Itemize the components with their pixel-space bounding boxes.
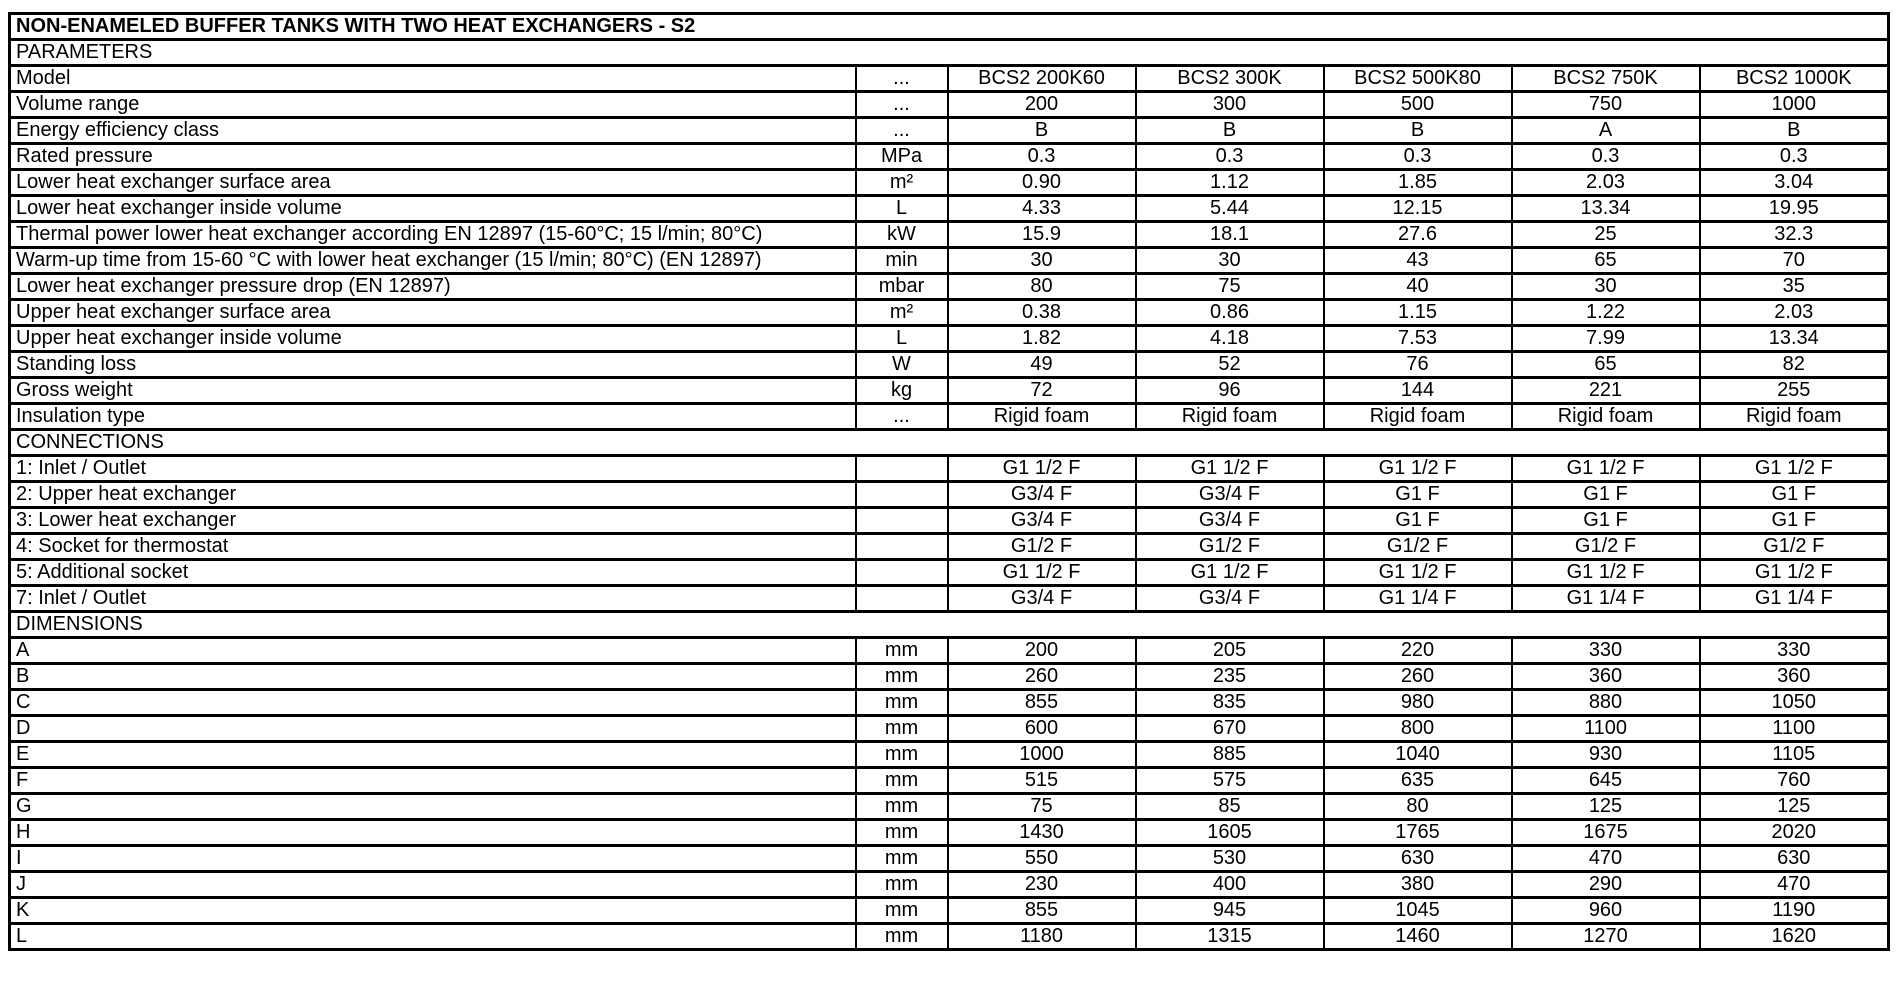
cell-value: 330 <box>1700 638 1889 664</box>
cell-value: 70 <box>1700 248 1889 274</box>
table-row <box>10 508 1889 534</box>
cell-value: 515 <box>948 768 1136 794</box>
row-unit: min <box>856 248 948 274</box>
cell-value: G1 F <box>1324 508 1512 534</box>
cell-value: 1620 <box>1700 924 1889 950</box>
row-label: Thermal power lower heat exchanger according EN 12897 (15-60°C; 15 l/min; 80°C) <box>10 222 856 248</box>
cell-value: A <box>1512 118 1700 144</box>
cell-value: 82 <box>1700 352 1889 378</box>
cell-value: 1100 <box>1700 716 1889 742</box>
table-row <box>10 768 1889 794</box>
cell-value: G1 F <box>1512 508 1700 534</box>
row-label: Warm-up time from 15-60 °C with lower heat exchanger (15 l/min; 80°C) (EN 12897) <box>10 248 856 274</box>
cell-value: 645 <box>1512 768 1700 794</box>
cell-value: 25 <box>1512 222 1700 248</box>
cell-value: 65 <box>1512 352 1700 378</box>
cell-value: G1 F <box>1700 508 1889 534</box>
row-label: Upper heat exchanger surface area <box>10 300 856 326</box>
cell-value: 205 <box>1136 638 1324 664</box>
cell-value: 0.3 <box>948 144 1136 170</box>
cell-value: 260 <box>948 664 1136 690</box>
cell-value: G1 1/2 F <box>1700 560 1889 586</box>
cell-value: 855 <box>948 690 1136 716</box>
cell-value: 13.34 <box>1512 196 1700 222</box>
table-row <box>10 690 1889 716</box>
cell-value: 835 <box>1136 690 1324 716</box>
row-unit: L <box>856 196 948 222</box>
cell-value: G1/2 F <box>948 534 1136 560</box>
row-unit <box>856 482 948 508</box>
row-unit: mm <box>856 898 948 924</box>
cell-value: 2020 <box>1700 820 1889 846</box>
cell-value: 200 <box>948 638 1136 664</box>
cell-value: 76 <box>1324 352 1512 378</box>
cell-value: 75 <box>1136 274 1324 300</box>
cell-value: 0.3 <box>1136 144 1324 170</box>
row-unit: mm <box>856 794 948 820</box>
cell-value: G1 1/2 F <box>948 456 1136 482</box>
row-unit: mm <box>856 846 948 872</box>
cell-value: 1050 <box>1700 690 1889 716</box>
table-row <box>10 794 1889 820</box>
table-row <box>10 820 1889 846</box>
cell-value: 30 <box>1512 274 1700 300</box>
section-header-row <box>10 430 1889 456</box>
cell-value: 1605 <box>1136 820 1324 846</box>
cell-value: 15.9 <box>948 222 1136 248</box>
cell-value: 30 <box>1136 248 1324 274</box>
cell-value: 235 <box>1136 664 1324 690</box>
table-row <box>10 170 1889 196</box>
cell-value: 500 <box>1324 92 1512 118</box>
section-header: PARAMETERS <box>10 40 1889 66</box>
row-label: E <box>10 742 856 768</box>
cell-value: 35 <box>1700 274 1889 300</box>
table-row <box>10 742 1889 768</box>
cell-value: 400 <box>1136 872 1324 898</box>
title-row <box>10 14 1889 40</box>
table-row <box>10 638 1889 664</box>
cell-value: G3/4 F <box>1136 508 1324 534</box>
cell-value: 855 <box>948 898 1136 924</box>
row-label: Upper heat exchanger inside volume <box>10 326 856 352</box>
cell-value: G1/2 F <box>1700 534 1889 560</box>
cell-value: 80 <box>1324 794 1512 820</box>
row-unit <box>856 586 948 612</box>
cell-value: G3/4 F <box>1136 482 1324 508</box>
cell-value: G1 F <box>1512 482 1700 508</box>
table-row <box>10 664 1889 690</box>
cell-value: 885 <box>1136 742 1324 768</box>
row-label: B <box>10 664 856 690</box>
row-label: 1: Inlet / Outlet <box>10 456 856 482</box>
table-row <box>10 872 1889 898</box>
cell-value: 930 <box>1512 742 1700 768</box>
cell-value: 221 <box>1512 378 1700 404</box>
cell-value: G1 1/2 F <box>1136 560 1324 586</box>
cell-value: 5.44 <box>1136 196 1324 222</box>
row-unit: kg <box>856 378 948 404</box>
row-label: Insulation type <box>10 404 856 430</box>
cell-value: 32.3 <box>1700 222 1889 248</box>
row-unit: mm <box>856 768 948 794</box>
table-row <box>10 586 1889 612</box>
row-unit: ... <box>856 118 948 144</box>
cell-value: 300 <box>1136 92 1324 118</box>
table-row <box>10 534 1889 560</box>
cell-value: 530 <box>1136 846 1324 872</box>
cell-value: 96 <box>1136 378 1324 404</box>
cell-value: 0.3 <box>1512 144 1700 170</box>
cell-value: G1 1/2 F <box>1136 456 1324 482</box>
row-unit: mm <box>856 924 948 950</box>
row-label: F <box>10 768 856 794</box>
cell-value: Rigid foam <box>1700 404 1889 430</box>
spec-table-body <box>10 14 1889 950</box>
cell-value: 630 <box>1700 846 1889 872</box>
row-label: 2: Upper heat exchanger <box>10 482 856 508</box>
table-row <box>10 326 1889 352</box>
table-row <box>10 482 1889 508</box>
cell-value: G1 1/2 F <box>1700 456 1889 482</box>
cell-value: 0.38 <box>948 300 1136 326</box>
row-unit: mbar <box>856 274 948 300</box>
row-unit: MPa <box>856 144 948 170</box>
cell-value: 260 <box>1324 664 1512 690</box>
table-row <box>10 352 1889 378</box>
cell-value: 1315 <box>1136 924 1324 950</box>
cell-value: B <box>948 118 1136 144</box>
cell-value: 230 <box>948 872 1136 898</box>
cell-value: 2.03 <box>1700 300 1889 326</box>
cell-value: 1765 <box>1324 820 1512 846</box>
table-row <box>10 144 1889 170</box>
spec-table <box>8 12 1890 951</box>
row-unit: mm <box>856 638 948 664</box>
table-row <box>10 560 1889 586</box>
cell-value: 125 <box>1512 794 1700 820</box>
table-row <box>10 924 1889 950</box>
cell-value: G1 1/2 F <box>1324 456 1512 482</box>
table-row <box>10 716 1889 742</box>
row-unit: m² <box>856 300 948 326</box>
cell-value: 630 <box>1324 846 1512 872</box>
cell-value: 0.3 <box>1324 144 1512 170</box>
row-unit: kW <box>856 222 948 248</box>
row-label: 5: Additional socket <box>10 560 856 586</box>
cell-value: 255 <box>1700 378 1889 404</box>
cell-value: BCS2 1000K <box>1700 66 1889 92</box>
table-row <box>10 274 1889 300</box>
cell-value: BCS2 500K80 <box>1324 66 1512 92</box>
section-header-row <box>10 612 1889 638</box>
row-label: D <box>10 716 856 742</box>
table-row <box>10 898 1889 924</box>
cell-value: 330 <box>1512 638 1700 664</box>
row-label: Lower heat exchanger surface area <box>10 170 856 196</box>
cell-value: Rigid foam <box>948 404 1136 430</box>
cell-value: 880 <box>1512 690 1700 716</box>
cell-value: 4.33 <box>948 196 1136 222</box>
cell-value: 0.86 <box>1136 300 1324 326</box>
row-label: J <box>10 872 856 898</box>
cell-value: G3/4 F <box>948 482 1136 508</box>
cell-value: 144 <box>1324 378 1512 404</box>
cell-value: G1 1/2 F <box>948 560 1136 586</box>
row-label: Standing loss <box>10 352 856 378</box>
cell-value: 52 <box>1136 352 1324 378</box>
cell-value: G1/2 F <box>1512 534 1700 560</box>
row-unit: mm <box>856 690 948 716</box>
cell-value: 470 <box>1512 846 1700 872</box>
cell-value: 1.82 <box>948 326 1136 352</box>
cell-value: 200 <box>948 92 1136 118</box>
cell-value: 3.04 <box>1700 170 1889 196</box>
cell-value: 220 <box>1324 638 1512 664</box>
row-unit: ... <box>856 404 948 430</box>
cell-value: 1040 <box>1324 742 1512 768</box>
table-row <box>10 222 1889 248</box>
cell-value: 1.12 <box>1136 170 1324 196</box>
cell-value: G1 1/2 F <box>1324 560 1512 586</box>
cell-value: 1270 <box>1512 924 1700 950</box>
cell-value: 1100 <box>1512 716 1700 742</box>
row-label: K <box>10 898 856 924</box>
table-row <box>10 378 1889 404</box>
cell-value: 12.15 <box>1324 196 1512 222</box>
cell-value: 19.95 <box>1700 196 1889 222</box>
row-label: 7: Inlet / Outlet <box>10 586 856 612</box>
cell-value: G3/4 F <box>1136 586 1324 612</box>
cell-value: 0.90 <box>948 170 1136 196</box>
cell-value: 1.85 <box>1324 170 1512 196</box>
table-row <box>10 846 1889 872</box>
row-label: Lower heat exchanger pressure drop (EN 12897) <box>10 274 856 300</box>
cell-value: 1460 <box>1324 924 1512 950</box>
cell-value: B <box>1700 118 1889 144</box>
cell-value: 670 <box>1136 716 1324 742</box>
row-label: C <box>10 690 856 716</box>
cell-value: G1 1/4 F <box>1324 586 1512 612</box>
cell-value: 380 <box>1324 872 1512 898</box>
cell-value: B <box>1324 118 1512 144</box>
row-unit <box>856 508 948 534</box>
cell-value: 635 <box>1324 768 1512 794</box>
cell-value: Rigid foam <box>1512 404 1700 430</box>
table-row <box>10 248 1889 274</box>
row-label: Volume range <box>10 92 856 118</box>
section-header-row <box>10 40 1889 66</box>
row-label: Gross weight <box>10 378 856 404</box>
cell-value: 980 <box>1324 690 1512 716</box>
table-row <box>10 196 1889 222</box>
cell-value: 1180 <box>948 924 1136 950</box>
cell-value: 945 <box>1136 898 1324 924</box>
table-title: NON-ENAMELED BUFFER TANKS WITH TWO HEAT EXCHANGERS - S2 <box>10 14 1889 40</box>
row-unit <box>856 560 948 586</box>
cell-value: 18.1 <box>1136 222 1324 248</box>
row-unit: ... <box>856 92 948 118</box>
cell-value: 75 <box>948 794 1136 820</box>
cell-value: G3/4 F <box>948 508 1136 534</box>
cell-value: 125 <box>1700 794 1889 820</box>
cell-value: 550 <box>948 846 1136 872</box>
cell-value: 470 <box>1700 872 1889 898</box>
cell-value: BCS2 750K <box>1512 66 1700 92</box>
row-unit: L <box>856 326 948 352</box>
cell-value: 80 <box>948 274 1136 300</box>
row-label: L <box>10 924 856 950</box>
cell-value: G1 F <box>1324 482 1512 508</box>
cell-value: G1 1/2 F <box>1512 560 1700 586</box>
cell-value: G1 F <box>1700 482 1889 508</box>
cell-value: G1/2 F <box>1136 534 1324 560</box>
cell-value: Rigid foam <box>1136 404 1324 430</box>
cell-value: B <box>1136 118 1324 144</box>
cell-value: Rigid foam <box>1324 404 1512 430</box>
row-unit: mm <box>856 716 948 742</box>
datasheet-page <box>0 12 1903 991</box>
table-row <box>10 66 1889 92</box>
cell-value: 1000 <box>948 742 1136 768</box>
cell-value: 360 <box>1512 664 1700 690</box>
cell-value: 1105 <box>1700 742 1889 768</box>
cell-value: G3/4 F <box>948 586 1136 612</box>
row-label: 3: Lower heat exchanger <box>10 508 856 534</box>
cell-value: 7.99 <box>1512 326 1700 352</box>
row-label: 4: Socket for thermostat <box>10 534 856 560</box>
table-row <box>10 404 1889 430</box>
row-unit: m² <box>856 170 948 196</box>
cell-value: 0.3 <box>1700 144 1889 170</box>
cell-value: 30 <box>948 248 1136 274</box>
cell-value: 40 <box>1324 274 1512 300</box>
table-row <box>10 118 1889 144</box>
cell-value: 600 <box>948 716 1136 742</box>
row-unit: mm <box>856 872 948 898</box>
cell-value: 760 <box>1700 768 1889 794</box>
row-unit <box>856 456 948 482</box>
section-header: DIMENSIONS <box>10 612 1889 638</box>
cell-value: 27.6 <box>1324 222 1512 248</box>
row-label: I <box>10 846 856 872</box>
cell-value: 800 <box>1324 716 1512 742</box>
cell-value: 1.15 <box>1324 300 1512 326</box>
cell-value: G1/2 F <box>1324 534 1512 560</box>
cell-value: 1045 <box>1324 898 1512 924</box>
row-unit: mm <box>856 820 948 846</box>
cell-value: 65 <box>1512 248 1700 274</box>
row-label: G <box>10 794 856 820</box>
table-row <box>10 456 1889 482</box>
cell-value: 13.34 <box>1700 326 1889 352</box>
row-label: Lower heat exchanger inside volume <box>10 196 856 222</box>
cell-value: 960 <box>1512 898 1700 924</box>
row-unit <box>856 534 948 560</box>
cell-value: 4.18 <box>1136 326 1324 352</box>
section-header: CONNECTIONS <box>10 430 1889 456</box>
cell-value: G1 1/2 F <box>1512 456 1700 482</box>
cell-value: 1.22 <box>1512 300 1700 326</box>
row-label: Model <box>10 66 856 92</box>
cell-value: 7.53 <box>1324 326 1512 352</box>
cell-value: G1 1/4 F <box>1700 586 1889 612</box>
row-unit: mm <box>856 742 948 768</box>
cell-value: G1 1/4 F <box>1512 586 1700 612</box>
row-label: Energy efficiency class <box>10 118 856 144</box>
cell-value: 72 <box>948 378 1136 404</box>
row-unit: W <box>856 352 948 378</box>
cell-value: 1675 <box>1512 820 1700 846</box>
cell-value: 750 <box>1512 92 1700 118</box>
row-unit: ... <box>856 66 948 92</box>
cell-value: 2.03 <box>1512 170 1700 196</box>
cell-value: 1190 <box>1700 898 1889 924</box>
row-label: Rated pressure <box>10 144 856 170</box>
cell-value: 43 <box>1324 248 1512 274</box>
cell-value: 290 <box>1512 872 1700 898</box>
table-row <box>10 92 1889 118</box>
row-label: A <box>10 638 856 664</box>
cell-value: 360 <box>1700 664 1889 690</box>
cell-value: 1430 <box>948 820 1136 846</box>
cell-value: BCS2 200K60 <box>948 66 1136 92</box>
cell-value: 85 <box>1136 794 1324 820</box>
table-row <box>10 300 1889 326</box>
cell-value: 575 <box>1136 768 1324 794</box>
cell-value: BCS2 300K <box>1136 66 1324 92</box>
row-unit: mm <box>856 664 948 690</box>
cell-value: 49 <box>948 352 1136 378</box>
row-label: H <box>10 820 856 846</box>
cell-value: 1000 <box>1700 92 1889 118</box>
